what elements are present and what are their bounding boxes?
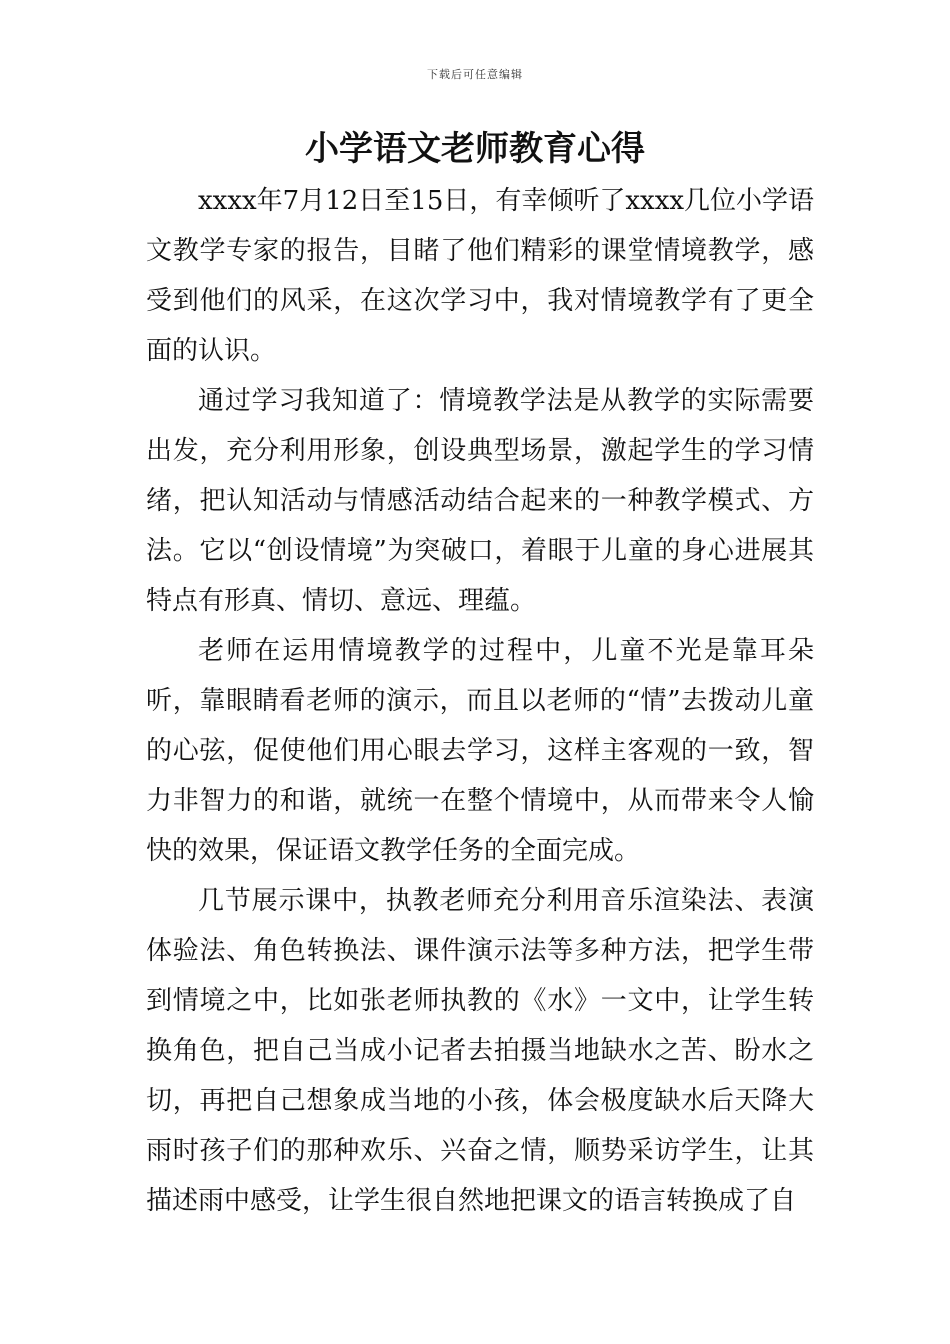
paragraph-2: 通过学习我知道了：情境教学法是从教学的实际需要出发，充分利用形象，创设典型场景，激起学生的学习情绪，把认知活动与情感活动结合起来的一种教学模式、方法。它以“创设情境”为突破口，着眼于儿童的身心进展其特点有形真、情切、意远、理蕴。 (146, 386, 814, 616)
paragraph-1: xxxx年7月12日至15日，有幸倾听了xxxx几位小学语文教学专家的报告，目睹了他们精彩的课堂情境教学，感受到他们的风采，在这次学习中，我对情境教学有了更全面的认识。 (146, 186, 815, 366)
paragraph-4: 几节展示课中，执教老师充分利用音乐渲染法、表演体验法、角色转换法、课件演示法等多种方法，把学生带到情境之中，比如张老师执教的《水》一文中，让学生转换角色，把自己当成小记者去拍摄当地缺水之苦、盼水之切，再把自己想象成当地的小孩，体会极度缺水后天降大雨时孩子们的那种欢乐、兴奋之情，顺势采访学生，让其描述雨中感受，让学生很自然地把课文的语言转换成了自 (146, 886, 814, 1216)
document-title: 小学语文老师教育心得 (305, 129, 645, 169)
document-body (146, 176, 814, 1226)
page-header-note: 下载后可任意编辑 (427, 68, 523, 81)
paragraph-3: 老师在运用情境教学的过程中，儿童不光是靠耳朵听，靠眼睛看老师的演示，而且以老师的“情”去拨动儿童的心弦，促使他们用心眼去学习，这样主客观的一致，智力非智力的和谐，就统一在整个情境中，从而带来令人愉快的效果，保证语文教学任务的全面完成。 (146, 636, 814, 866)
